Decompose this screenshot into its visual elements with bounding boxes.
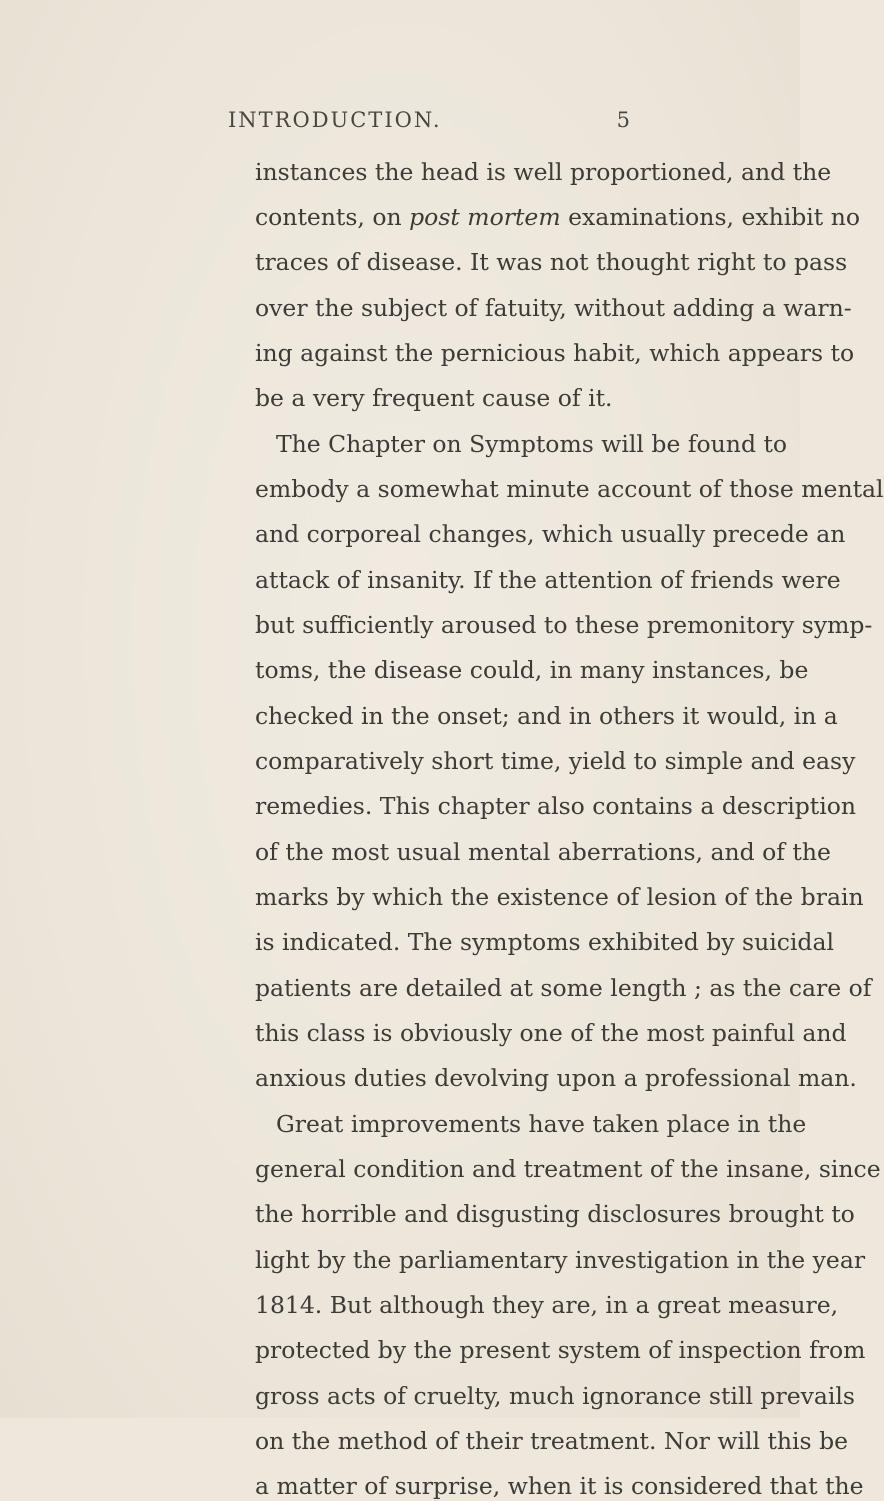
text-line: toms, the disease could, in many instances, be — [255, 656, 809, 684]
text-line: is indicated. The symptoms exhibited by suicidal — [255, 928, 834, 956]
text-line: marks by which the existence of lesion of the brain — [255, 883, 864, 911]
text-line: 1814. But although they are, in a great measure, — [255, 1291, 839, 1319]
text-line: comparatively short time, yield to simple and easy — [255, 747, 856, 775]
text-line: contents, on post mortem examinations, exhibit no — [255, 203, 861, 231]
text-line: embody a somewhat minute account of those mental — [255, 475, 884, 503]
text-line: patients are detailed at some length ; as the care of — [255, 974, 872, 1002]
text-line: instances the head is well proportioned, and the — [255, 158, 832, 186]
text-line: a matter of surprise, when it is considered that the — [255, 1472, 864, 1500]
text-line: light by the parliamentary investigation in the year — [255, 1246, 866, 1274]
italic-phrase: post mortem — [409, 203, 561, 231]
text-line: anxious duties devolving upon a professional man. — [255, 1064, 857, 1092]
text-line: Great improvements have taken place in the — [276, 1110, 807, 1138]
text-line: this class is obviously one of the most painful and — [255, 1019, 847, 1047]
text-line: remedies. This chapter also contains a description — [255, 792, 857, 820]
text-line: ing against the pernicious habit, which appears to — [255, 339, 855, 367]
text-line: of the most usual mental aberrations, and of the — [255, 838, 831, 866]
text-line: on the method of their treatment. Nor will this be — [255, 1427, 849, 1455]
text-line: traces of disease. It was not thought right to pass — [255, 248, 848, 276]
running-title: INTRODUCTION. — [228, 108, 442, 132]
text-line: the horrible and disgusting disclosures brought to — [255, 1200, 855, 1228]
text-line: protected by the present system of inspection from — [255, 1336, 866, 1364]
text-line: be a very frequent cause of it. — [255, 384, 613, 412]
text-line: attack of insanity. If the attention of friends were — [255, 566, 841, 594]
page-number: 5 — [616, 108, 630, 132]
text-line: but sufficiently aroused to these premonitory symp- — [255, 611, 873, 639]
text-line: The Chapter on Symptoms will be found to — [276, 430, 788, 458]
running-head — [0, 108, 800, 148]
text-line: over the subject of fatuity, without adding a warn- — [255, 294, 852, 322]
text-line: gross acts of cruelty, much ignorance still prevails — [255, 1382, 855, 1410]
text-line: and corporeal changes, which usually precede an — [255, 520, 846, 548]
text-line: general condition and treatment of the insane, since — [255, 1155, 881, 1183]
text-line: checked in the onset; and in others it would, in a — [255, 702, 838, 730]
